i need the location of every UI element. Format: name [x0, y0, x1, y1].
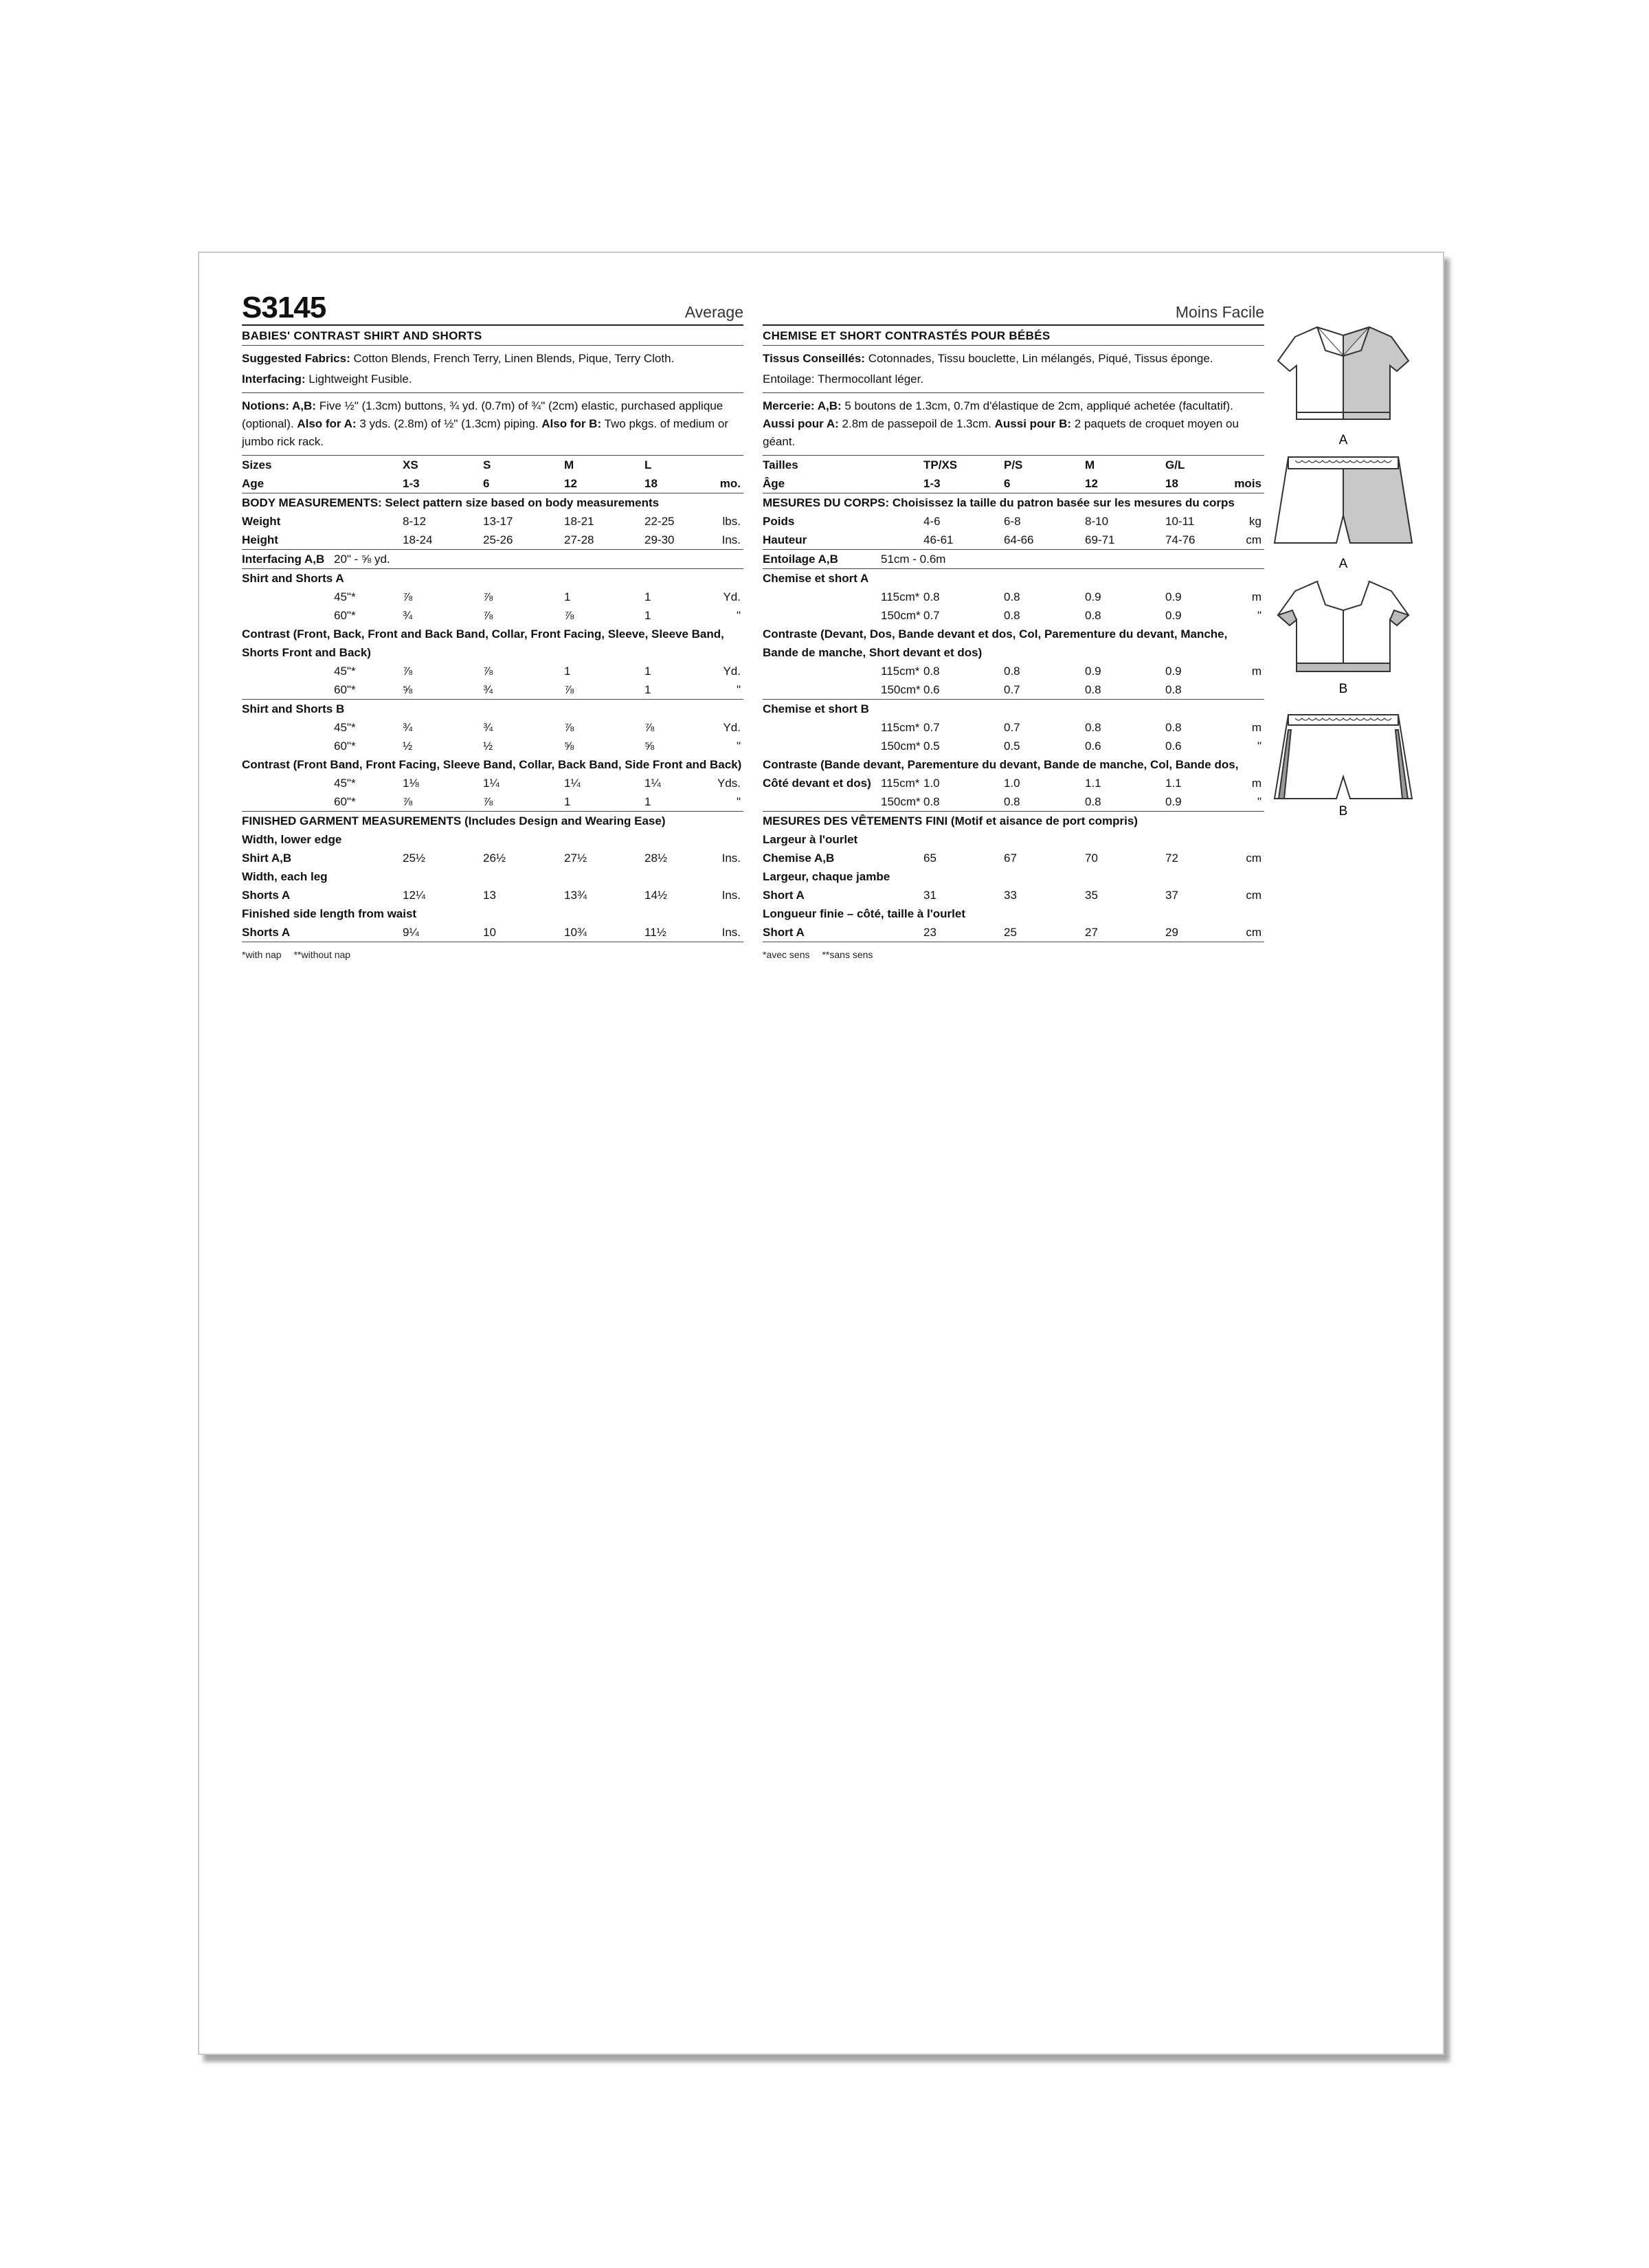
notions-label: Notions: A,B:	[242, 399, 316, 412]
header-en	[242, 289, 743, 326]
contrast-a-label: Contrast (Front, Back, Front and Back Band, Collar, Front Facing, Sleeve, Sleeve Band, Shorts Front and Back)	[242, 627, 724, 659]
fabrics-text: Cotton Blends, French Terry, Linen Blends, Pique, Terry Cloth.	[350, 352, 675, 365]
size-l: G/L	[1165, 458, 1185, 471]
width-each-leg-label: Largeur, chaque jambe	[763, 870, 890, 883]
english-column	[242, 289, 743, 960]
yardage-value: 1	[644, 795, 651, 808]
yardage-row	[763, 606, 1264, 625]
measure-value: 31	[923, 889, 936, 902]
pattern-envelope-back	[198, 252, 1444, 2055]
yardage-unit: m	[1251, 721, 1261, 734]
yardage-value: ¾	[403, 609, 413, 622]
weight-label: Poids	[763, 515, 795, 528]
finished-row	[763, 923, 1264, 942]
size-xs: XS	[403, 458, 418, 471]
yardage-value: 1¼	[644, 777, 661, 790]
age-value: 6	[483, 477, 490, 490]
yardage-value: 0.9	[1165, 609, 1182, 622]
age-value: 12	[564, 477, 577, 490]
sizes-row	[242, 456, 743, 474]
yardage-value: ¾	[483, 683, 493, 696]
height-value: 69-71	[1085, 533, 1115, 546]
notions-a-text: 2.8m de passepoil de 1.3cm.	[838, 417, 995, 430]
yardage-value: 0.8	[1004, 609, 1020, 622]
weight-unit: kg	[1249, 515, 1261, 528]
measure-value: 25	[1004, 926, 1017, 939]
finished-row	[242, 886, 743, 904]
yardage-value: 1	[564, 590, 571, 603]
age-label: Âge	[763, 477, 785, 490]
height-unit: cm	[1246, 533, 1261, 546]
yardage-value: 1⅛	[403, 777, 419, 790]
interfacing-text: Entoilage: Thermocollant léger.	[763, 373, 924, 386]
measure-value: 11½	[644, 926, 666, 939]
age-value: 1-3	[923, 477, 941, 490]
age-value: 6	[1004, 477, 1011, 490]
weight-value: 10-11	[1165, 515, 1195, 528]
measure-unit: cm	[1246, 926, 1261, 939]
yardage-value: 0.7	[923, 609, 940, 622]
age-value: 18	[644, 477, 658, 490]
height-value: 29-30	[644, 533, 675, 546]
yardage-value: 0.8	[1085, 795, 1101, 808]
fabric-width: 60"*	[334, 795, 356, 808]
yardage-unit: m	[1251, 777, 1261, 790]
fabric-width: 45"*	[334, 665, 356, 678]
fabric-width: 150cm*	[881, 683, 921, 696]
measure-value: 10	[483, 926, 496, 939]
difficulty-level-fr: Moins Facile	[1175, 303, 1264, 321]
measure-value: 37	[1165, 889, 1178, 902]
yardage-unit: Yd.	[723, 721, 741, 734]
yardage-value: 1.1	[1085, 777, 1101, 790]
weight-value: 8-10	[1085, 515, 1109, 528]
body-measurements-heading: BODY MEASUREMENTS: Select pattern size based on body measurements	[242, 496, 660, 509]
fabric-width: 115cm*	[881, 665, 920, 678]
yardage-row	[763, 737, 1264, 755]
yardage-value: 0.8	[1004, 795, 1020, 808]
height-row	[763, 531, 1264, 549]
finished-row	[763, 886, 1264, 904]
measure-value: 65	[923, 852, 936, 865]
yardage-value: ⅝	[564, 740, 574, 753]
yardage-value: ⅞	[403, 795, 413, 808]
finished-heading: FINISHED GARMENT MEASUREMENTS (Includes Design and Wearing Ease)	[242, 814, 666, 827]
interfacing-ab-label: Entoilage A,B	[763, 553, 838, 566]
contrast-b-label-cont: Côté devant et dos)	[763, 777, 871, 790]
yardage-value: 0.8	[1085, 721, 1101, 734]
yardage-row	[242, 774, 743, 792]
yardage-value: ⅞	[483, 609, 493, 622]
shirt-shorts-b-label: Chemise et short B	[763, 702, 869, 715]
shirt-ab-label: Chemise A,B	[763, 852, 835, 865]
yardage-value: ½	[483, 740, 493, 753]
yardage-unit: "	[736, 795, 741, 808]
sizes-label: Sizes	[242, 458, 272, 471]
interfacing-row-fr	[763, 550, 1264, 569]
yardage-unit: Yds.	[717, 777, 741, 790]
height-value: 18-24	[403, 533, 433, 546]
yardage-row	[763, 792, 1264, 811]
finished-measurements-fr	[763, 812, 1264, 942]
yardage-row	[763, 588, 1264, 606]
yardage-row	[242, 662, 743, 680]
difficulty-level-en: Average	[684, 303, 743, 321]
yardage-value: ⅞	[644, 721, 655, 734]
yardage-value: ⅞	[483, 665, 493, 678]
age-value: 1-3	[403, 477, 420, 490]
yardage-value: 0.8	[923, 795, 940, 808]
view-b-label: B	[1338, 682, 1348, 696]
fabrics-block-fr	[763, 346, 1264, 393]
yardage-value: ⅝	[644, 740, 655, 753]
yardage-a-en	[242, 569, 743, 625]
finished-row	[242, 923, 743, 942]
measure-value: 27	[1085, 926, 1098, 939]
notions-text: Five ½" (1.3cm) buttons, ¾ yd. (0.7m) of ¾" (2cm) elastic, purchased applique (optional).	[242, 399, 723, 430]
fabrics-label: Tissus Conseillés:	[763, 352, 865, 365]
measure-value: 13¾	[564, 889, 587, 902]
yardage-value: ⅝	[403, 683, 413, 696]
yardage-value: 0.9	[1085, 665, 1101, 678]
yardage-value: 0.6	[923, 683, 940, 696]
weight-label: Weight	[242, 515, 281, 528]
fabrics-text: Cotonnades, Tissu bouclette, Lin mélangés, Piqué, Tissus éponge.	[864, 352, 1213, 365]
yardage-unit: "	[1257, 609, 1261, 622]
finished-row	[242, 849, 743, 867]
shorts-a-label: Shorts A	[242, 926, 291, 939]
yardage-value: 1	[564, 795, 571, 808]
measure-value: 33	[1004, 889, 1017, 902]
contrast-a-fr	[763, 625, 1264, 700]
contrast-b-label: Contrast (Front Band, Front Facing, Sleeve Band, Collar, Back Band, Side Front and Back)	[242, 758, 742, 771]
yardage-row	[242, 606, 743, 625]
notions-a-label: Also for A:	[297, 417, 357, 430]
measure-unit: Ins.	[721, 889, 741, 902]
size-table-fr	[763, 456, 1264, 493]
weight-value: 8-12	[403, 515, 427, 528]
yardage-value: 0.8	[1165, 683, 1182, 696]
width-lower-edge-label: Width, lower edge	[242, 833, 342, 846]
yardage-unit: "	[1257, 740, 1261, 753]
size-xs: TP/XS	[923, 458, 958, 471]
finished-row	[763, 849, 1264, 867]
fabric-width: 45"*	[334, 590, 356, 603]
body-measurements-fr	[763, 493, 1264, 550]
interfacing-label: Interfacing:	[242, 373, 306, 386]
size-m: M	[564, 458, 574, 471]
interfacing-ab-value: 20" - ⅝ yd.	[334, 553, 390, 566]
yardage-value: 0.9	[1165, 590, 1182, 603]
yardage-value: 1¼	[564, 777, 581, 790]
side-length-label: Longueur finie – côté, taille à l'ourlet	[763, 907, 965, 920]
yardage-b-en	[242, 700, 743, 755]
shirt-shorts-a-label: Shirt and Shorts A	[242, 572, 344, 585]
yardage-row	[763, 680, 1264, 699]
fabric-width: 60"*	[334, 609, 356, 622]
width-lower-edge-label: Largeur à l'ourlet	[763, 833, 858, 846]
yardage-value: 0.6	[1165, 740, 1182, 753]
yardage-value: 0.7	[923, 721, 940, 734]
yardage-value: 1	[564, 665, 571, 678]
notions-block-en	[242, 393, 743, 456]
yardage-value: 1	[644, 683, 651, 696]
height-row	[242, 531, 743, 549]
measure-value: 35	[1085, 889, 1098, 902]
body-measurements-en	[242, 493, 743, 550]
yardage-value: 0.8	[1165, 721, 1182, 734]
yardage-value: 0.8	[923, 590, 940, 603]
yardage-row	[763, 774, 1264, 792]
yardage-value: 0.5	[923, 740, 940, 753]
view-a-label-2: A	[1338, 557, 1348, 571]
yardage-row	[242, 680, 743, 699]
view-b-shorts-drawing	[1275, 715, 1412, 799]
yardage-value: ⅞	[564, 683, 574, 696]
weight-value: 18-21	[564, 515, 594, 528]
measure-value: 23	[923, 926, 936, 939]
yardage-value: 1	[644, 609, 651, 622]
view-a-shirt-drawing	[1278, 327, 1409, 419]
footnote-with-nap: *with nap	[242, 949, 282, 960]
fabric-width: 150cm*	[881, 609, 921, 622]
yardage-value: 1.1	[1165, 777, 1182, 790]
garment-line-drawings	[1268, 309, 1439, 818]
yardage-value: 1	[644, 590, 651, 603]
size-s: P/S	[1004, 458, 1023, 471]
yardage-value: ⅞	[403, 665, 413, 678]
size-table-en	[242, 456, 743, 493]
fabric-width: 115cm*	[881, 777, 920, 790]
measure-unit: cm	[1246, 852, 1261, 865]
yardage-unit: m	[1251, 665, 1261, 678]
yardage-value: 0.7	[1004, 683, 1020, 696]
yardage-row	[763, 662, 1264, 680]
notions-a-label: Aussi pour A:	[763, 417, 839, 430]
height-value: 46-61	[923, 533, 954, 546]
age-unit: mo.	[719, 477, 741, 490]
yardage-unit: m	[1251, 590, 1261, 603]
yardage-unit: Yd.	[723, 590, 741, 603]
yardage-value: 0.8	[923, 665, 940, 678]
notions-b-text: 2 paquets de croquet moyen ou géant.	[763, 417, 1239, 448]
view-a-label: A	[1338, 433, 1348, 447]
age-label: Age	[242, 477, 265, 490]
measure-value: 13	[483, 889, 496, 902]
contrast-b-label: Contraste (Bande devant, Parementure du devant, Bande de manche, Col, Bande dos,	[763, 758, 1239, 771]
yardage-value: ⅞	[564, 609, 574, 622]
yardage-value: 0.8	[1004, 590, 1020, 603]
yardage-b-fr	[763, 700, 1264, 755]
yardage-unit: Yd.	[723, 665, 741, 678]
footnotes-en	[242, 942, 743, 960]
shirt-shorts-b-label: Shirt and Shorts B	[242, 702, 345, 715]
sizes-label: Tailles	[763, 458, 798, 471]
view-b-label-2: B	[1338, 804, 1348, 818]
finished-measurements-en	[242, 812, 743, 942]
contrast-b-fr	[763, 755, 1264, 812]
measure-value: 70	[1085, 852, 1098, 865]
yardage-unit: "	[736, 683, 741, 696]
measure-unit: cm	[1246, 889, 1261, 902]
notions-label: Mercerie: A,B:	[763, 399, 842, 412]
height-value: 74-76	[1165, 533, 1196, 546]
yardage-value: 0.9	[1165, 795, 1182, 808]
garment-title-fr: CHEMISE ET SHORT CONTRASTÉS POUR BÉBÉS	[763, 326, 1264, 346]
measure-value: 26½	[483, 852, 506, 865]
height-label: Height	[242, 533, 278, 546]
notions-text: 5 boutons de 1.3cm, 0.7m d'élastique de 2cm, appliqué achetée (facultatif).	[841, 399, 1233, 412]
yardage-value: ⅞	[403, 590, 413, 603]
weight-unit: lbs.	[722, 515, 741, 528]
fabrics-block-en	[242, 346, 743, 393]
fabrics-label: Suggested Fabrics:	[242, 352, 350, 365]
finished-heading: MESURES DES VÊTEMENTS FINI (Motif et aisance de port compris)	[763, 814, 1138, 827]
measure-value: 14½	[644, 889, 668, 902]
footnote-without-nap: **without nap	[293, 949, 351, 960]
measure-unit: Ins.	[721, 852, 741, 865]
footnote-sans-sens: **sans sens	[822, 949, 873, 960]
yardage-value: 0.6	[1085, 740, 1101, 753]
height-label: Hauteur	[763, 533, 807, 546]
weight-value: 22-25	[644, 515, 675, 528]
measure-value: 67	[1004, 852, 1017, 865]
header-fr	[763, 289, 1264, 326]
fabric-width: 60"*	[334, 740, 356, 753]
view-a-shorts-drawing	[1275, 457, 1412, 543]
yardage-value: ¾	[403, 721, 413, 734]
measure-unit: Ins.	[721, 926, 741, 939]
view-illustrations	[1268, 309, 1439, 818]
shorts-a-label: Shorts A	[242, 889, 291, 902]
age-row	[763, 474, 1264, 493]
yardage-value: 0.8	[1085, 609, 1101, 622]
pattern-number: S3145	[242, 291, 326, 324]
measure-value: 28½	[644, 852, 668, 865]
measure-value: 12¼	[403, 889, 426, 902]
yardage-a-fr	[763, 569, 1264, 625]
age-row	[242, 474, 743, 493]
contrast-b-en	[242, 755, 743, 812]
yardage-value: 0.9	[1085, 590, 1101, 603]
yardage-row	[763, 718, 1264, 737]
sizes-row	[763, 456, 1264, 474]
shorts-a-label: Short A	[763, 889, 805, 902]
yardage-unit: "	[736, 609, 741, 622]
yardage-value: 1¼	[483, 777, 500, 790]
yardage-unit: "	[736, 740, 741, 753]
shirt-shorts-a-label: Chemise et short A	[763, 572, 869, 585]
fabric-width: 150cm*	[881, 795, 921, 808]
yardage-row	[242, 588, 743, 606]
height-unit: Ins.	[721, 533, 741, 546]
yardage-value: 0.8	[1004, 665, 1020, 678]
age-unit: mois	[1234, 477, 1261, 490]
yardage-value: ⅞	[483, 590, 493, 603]
fabric-width: 115cm*	[881, 590, 920, 603]
fabric-width: 150cm*	[881, 740, 921, 753]
height-value: 25-26	[483, 533, 513, 546]
size-m: M	[1085, 458, 1095, 471]
yardage-value: ⅞	[564, 721, 574, 734]
notions-block-fr	[763, 393, 1264, 456]
measure-value: 29	[1165, 926, 1178, 939]
yardage-value: ⅞	[483, 795, 493, 808]
interfacing-ab-value: 51cm - 0.6m	[881, 553, 946, 566]
yardage-row	[242, 737, 743, 755]
notions-b-label: Aussi pour B:	[994, 417, 1072, 430]
weight-value: 6-8	[1004, 515, 1021, 528]
age-value: 18	[1165, 477, 1178, 490]
yardage-value: 1.0	[923, 777, 940, 790]
footnotes-fr	[763, 942, 1264, 960]
measure-value: 9¼	[403, 926, 419, 939]
yardage-value: ½	[403, 740, 413, 753]
weight-row	[242, 512, 743, 531]
width-each-leg-label: Width, each leg	[242, 870, 328, 883]
contrast-a-en	[242, 625, 743, 700]
interfacing-ab-label: Interfacing A,B	[242, 553, 325, 566]
garment-title-en: BABIES' CONTRAST SHIRT AND SHORTS	[242, 326, 743, 346]
notions-b-text: Two pkgs. of medium or jumbo rick rack.	[242, 417, 728, 448]
yardage-row	[242, 792, 743, 811]
measure-value: 25½	[403, 852, 426, 865]
size-l: L	[644, 458, 652, 471]
measure-value: 10¾	[564, 926, 587, 939]
yardage-value: ¾	[483, 721, 493, 734]
height-value: 64-66	[1004, 533, 1034, 546]
size-s: S	[483, 458, 491, 471]
measure-value: 27½	[564, 852, 587, 865]
yardage-value: 0.5	[1004, 740, 1020, 753]
weight-value: 4-6	[923, 515, 941, 528]
yardage-value: 0.8	[1085, 683, 1101, 696]
view-b-shirt-drawing	[1278, 581, 1409, 671]
weight-value: 13-17	[483, 515, 513, 528]
contrast-a-label: Contraste (Devant, Dos, Bande devant et dos, Col, Parementure du devant, Manche, Bande de manche, Short devant et dos)	[763, 627, 1228, 659]
yardage-value: 0.9	[1165, 665, 1182, 678]
body-measurements-heading: MESURES DU CORPS: Choisissez la taille du patron basée sur les mesures du corps	[763, 496, 1235, 509]
footnote-avec-sens: *avec sens	[763, 949, 810, 960]
fabric-width: 45"*	[334, 777, 356, 790]
height-value: 27-28	[564, 533, 594, 546]
yardage-row	[242, 718, 743, 737]
age-value: 12	[1085, 477, 1098, 490]
shirt-ab-label: Shirt A,B	[242, 852, 292, 865]
yardage-value: 1.0	[1004, 777, 1020, 790]
interfacing-text: Lightweight Fusible.	[305, 373, 412, 386]
yardage-value: 1	[644, 665, 651, 678]
notions-b-label: Also for B:	[541, 417, 602, 430]
fabric-width: 45"*	[334, 721, 356, 734]
interfacing-row-en	[242, 550, 743, 569]
weight-row	[763, 512, 1264, 531]
fabric-width: 60"*	[334, 683, 356, 696]
french-column	[763, 289, 1264, 960]
fabric-width: 115cm*	[881, 721, 920, 734]
side-length-label: Finished side length from waist	[242, 907, 417, 920]
measure-value: 72	[1165, 852, 1178, 865]
shorts-a-label: Short A	[763, 926, 805, 939]
notions-a-text: 3 yds. (2.8m) of ½" (1.3cm) piping.	[356, 417, 542, 430]
yardage-unit: "	[1257, 795, 1261, 808]
yardage-value: 0.7	[1004, 721, 1020, 734]
